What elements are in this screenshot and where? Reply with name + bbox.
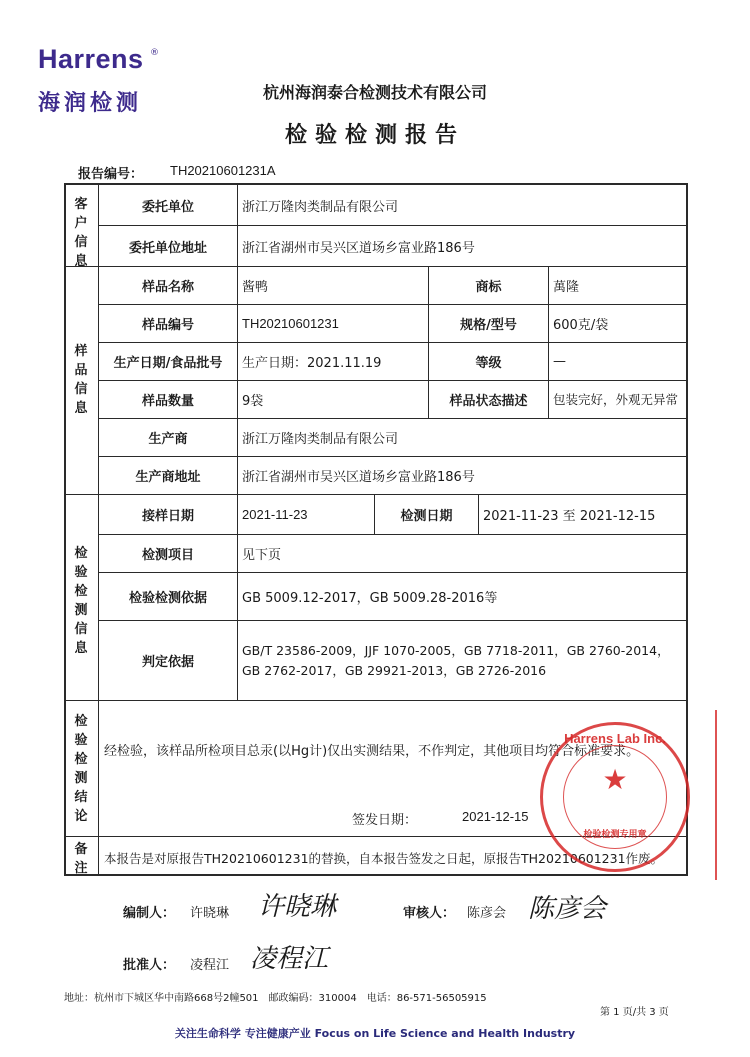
sample-number-value: TH20210601231 xyxy=(242,316,339,331)
sample-state-label: 样品状态描述 xyxy=(449,394,528,409)
star-icon: ★ xyxy=(602,763,628,796)
prepared-signature: 许晓琳 xyxy=(258,892,337,922)
sample-quantity-label: 样品数量 xyxy=(141,394,194,409)
client-address-label: 委托单位地址 xyxy=(128,240,207,256)
manufacturer-address-label: 生产商地址 xyxy=(135,470,201,485)
prepared-name: 许晓琳 xyxy=(190,906,230,921)
approved-name: 凌程江 xyxy=(190,958,230,973)
company-name: 杭州海润泰合检测技术有限公司 xyxy=(262,83,487,102)
brand-value: 萬隆 xyxy=(553,280,580,295)
receive-date-value: 2021-11-23 xyxy=(242,507,308,522)
brand-label: 商标 xyxy=(475,280,502,295)
receive-date-label: 接样日期 xyxy=(141,509,194,524)
test-basis-label: 检验检测依据 xyxy=(128,591,207,606)
section-sample: 样品信息 xyxy=(74,344,88,416)
client-address-value: 浙江省湖州市吴兴区道场乡富业路186号 xyxy=(242,240,475,256)
test-basis-value: GB 5009.12-2017，GB 5009.28-2016等 xyxy=(242,591,498,606)
prepared-label: 编制人： xyxy=(123,906,176,921)
logo-chinese: 海润检测 xyxy=(38,91,143,116)
inspection-seal xyxy=(540,722,690,872)
sample-state-value: 包装完好，外观无异常 xyxy=(553,391,679,407)
grade-value: — xyxy=(553,354,566,369)
reviewed-signature: 陈彦会 xyxy=(528,894,607,924)
spec-value: 600克/袋 xyxy=(553,318,609,333)
manufacturer-label: 生产商 xyxy=(148,432,188,447)
seal-text: Harrens Lab Inc. xyxy=(564,731,666,746)
production-date-label: 生产日期/食品批号 xyxy=(113,356,223,371)
approved-label: 批准人： xyxy=(123,958,176,973)
manufacturer-address-value: 浙江省湖州市吴兴区道场乡富业路186号 xyxy=(242,470,475,485)
judgement-basis-label: 判定依据 xyxy=(141,655,194,670)
partial-seal-edge xyxy=(715,710,747,880)
report-title: 检验检测报告 xyxy=(284,123,465,148)
logo-english: Harrens xyxy=(38,44,144,74)
section-testing: 检验检测信息 xyxy=(74,546,88,656)
sample-name-label: 样品名称 xyxy=(141,280,194,295)
spec-label: 规格/型号 xyxy=(460,318,517,333)
sample-number-label: 样品编号 xyxy=(141,318,194,333)
sample-name-value: 酱鸭 xyxy=(242,280,269,295)
client-value: 浙江万隆肉类制品有限公司 xyxy=(242,199,399,215)
seal-bottom-text: 检验检测专用章 xyxy=(583,830,647,840)
reviewed-name: 陈彦会 xyxy=(467,906,507,921)
manufacturer-value: 浙江万隆肉类制品有限公司 xyxy=(242,432,399,447)
test-items-value: 见下页 xyxy=(242,548,282,563)
issue-date-value: 2021-12-15 xyxy=(462,809,529,824)
footer-slogan: 关注生命科学 专注健康产业 Focus on Life Science and Health Industry xyxy=(174,1027,576,1040)
grade-label: 等级 xyxy=(475,356,502,371)
reviewed-label: 审核人： xyxy=(403,906,456,921)
registered-mark: ® xyxy=(150,48,159,58)
section-customer: 客户信息 xyxy=(74,197,88,269)
section-remark: 备注 xyxy=(74,842,88,876)
issue-date-label: 签发日期： xyxy=(352,813,418,828)
report-number-label: 报告编号： xyxy=(78,167,144,182)
client-label: 委托单位 xyxy=(141,199,194,215)
judgement-basis-value: GB/T 23586-2009，JJF 1070-2005，GB 7718-2011，GB 2760-2014，GB 2762-2017，GB 29921-2013，GB 2726-2016 xyxy=(242,642,670,678)
conclusion-text: 经检验，该样品所检项目总汞(以Hg计)仅出实测结果，不作判定，其他项目均符合标准要求。 xyxy=(104,744,640,759)
production-date-value: 生产日期：2021.11.19 xyxy=(242,356,382,371)
page-number: 第 1 页/共 3 页 xyxy=(600,1007,669,1018)
test-date-value: 2021-11-23 至 2021-12-15 xyxy=(483,509,656,524)
remark-text: 本报告是对原报告TH20210601231的替换，自本报告签发之日起，原报告TH20210601231作废。 xyxy=(104,851,664,866)
test-date-label: 检测日期 xyxy=(400,509,453,524)
footer-address: 地址：杭州市下城区华中南路668号2幢501 邮政编码：310004 电话：86-571-56505915 xyxy=(64,993,487,1004)
sample-quantity-value: 9袋 xyxy=(242,394,264,409)
approved-signature: 凌程江 xyxy=(250,944,329,974)
test-items-label: 检测项目 xyxy=(141,548,194,563)
section-conclusion: 检验检测结论 xyxy=(74,714,88,824)
report-number-value: TH20210601231A xyxy=(170,163,276,178)
